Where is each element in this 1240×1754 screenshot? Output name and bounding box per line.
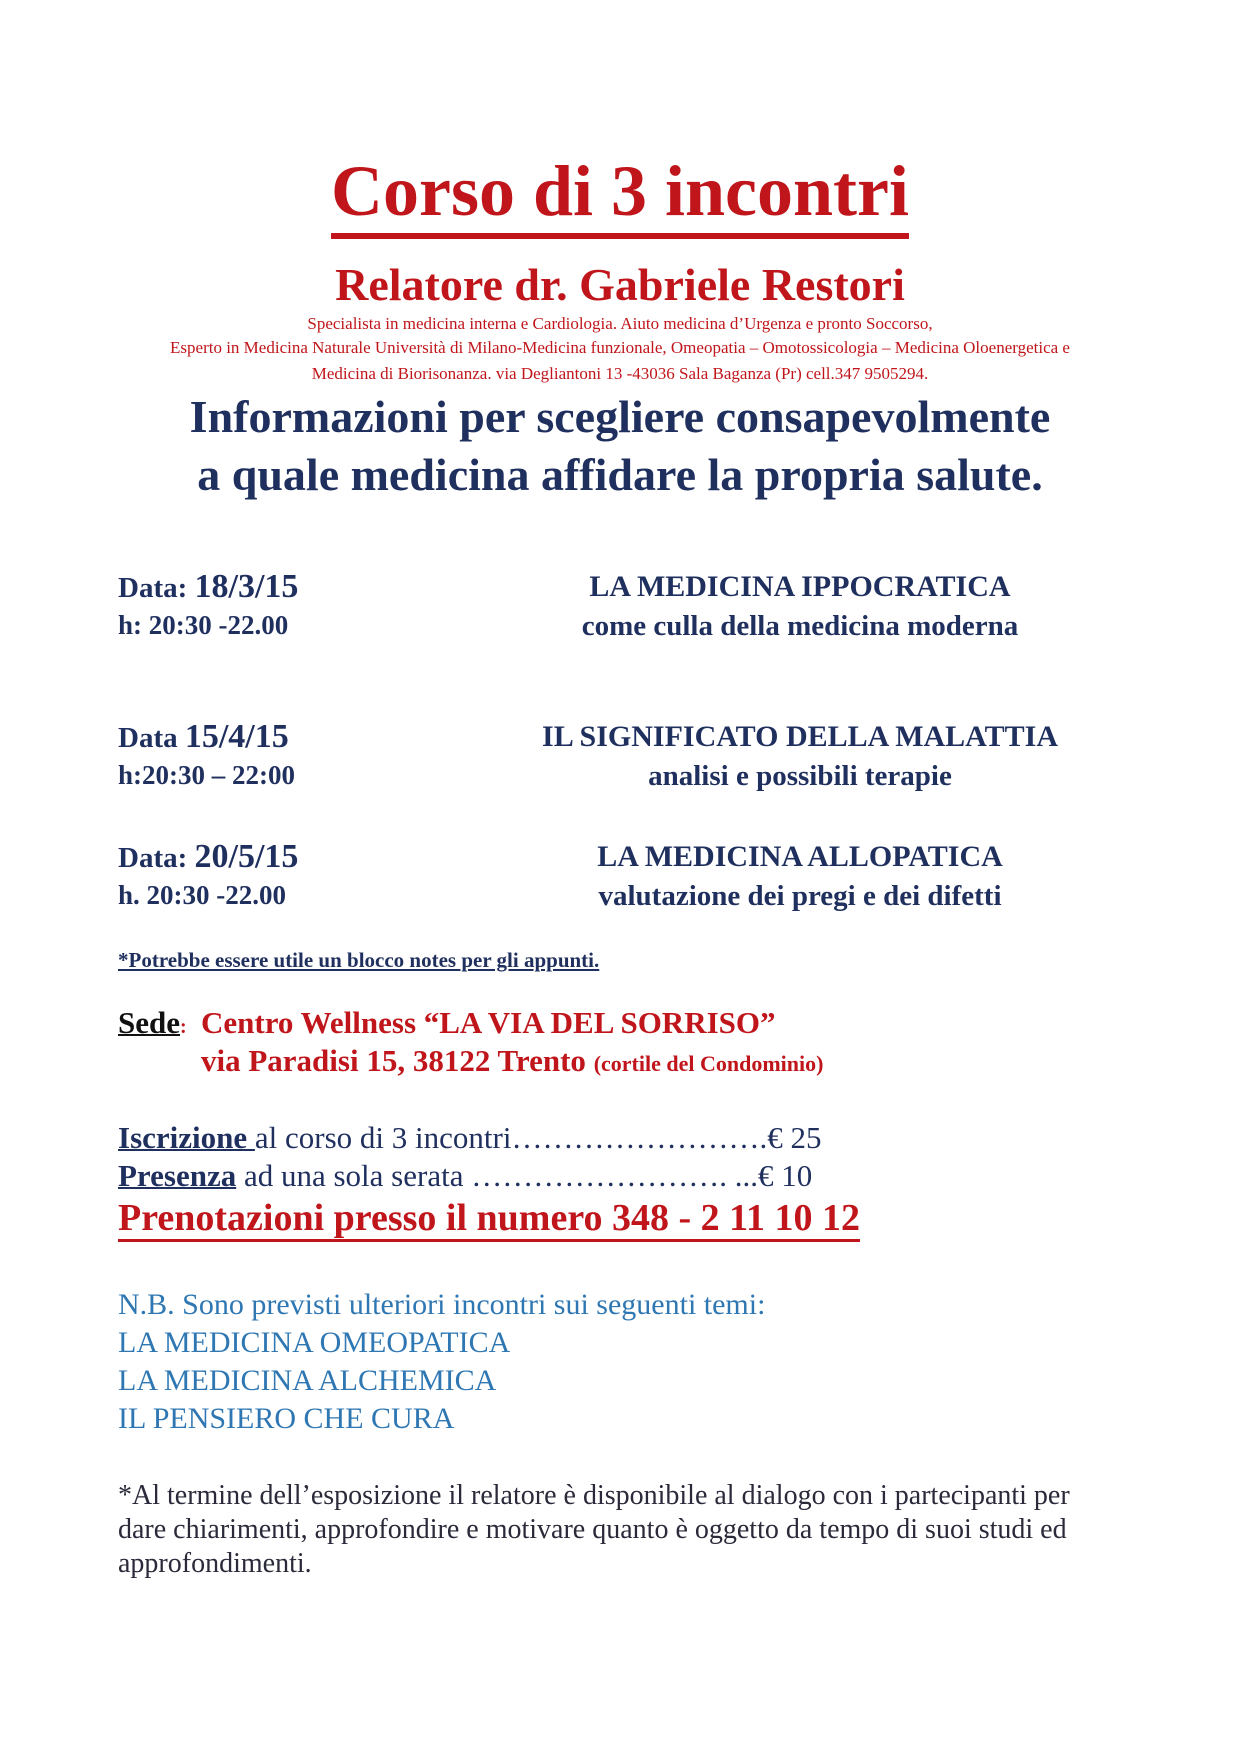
speaker-name: Relatore dr. Gabriele Restori [335,259,905,310]
speaker-bio-line: Esperto in Medicina Naturale Università di Milano-Medicina funzionale, Omeopatia – Omotossicologia – Medicina Oloenergetica e [170,338,1070,357]
closing-line: dare chiarimenti, approfondire e motivare quanto è oggetto da tempo di suoi studi ed [118,1514,1067,1545]
session-date: Data 15/4/15 [118,718,289,755]
session-hours: h:20:30 – 22:00 [118,760,295,790]
session-topic: IL SIGNIFICATO DELLA MALATTIA [542,720,1058,753]
closing-line: *Al termine dell’esposizione il relatore è disponibile al dialogo con i partecipanti per [118,1480,1070,1511]
venue-name: Centro Wellness “LA VIA DEL SORRISO” [201,1005,776,1040]
single-evening-price: Presenza ad una sola serata ……………………. ...€ 10 [118,1158,813,1193]
booking-phone: Prenotazioni presso il numero 348 - 2 11 10 12 [118,1196,860,1240]
speaker-bio-line: Specialista in medicina interna e Cardiologia. Aiuto medicina d’Urgenza e pronto Soccorso, [307,314,933,333]
course-title: Corso di 3 incontri [0,150,1240,233]
future-topics-intro: N.B. Sono previsti ulteriori incontri sui seguenti temi: [118,1288,766,1321]
venue-label: Sede: [118,1005,187,1040]
session-hours: h. 20:30 -22.00 [118,880,286,910]
speaker-bio-line: Medicina di Biorisonanza. via Degliantoni 13 -43036 Sala Baganza (Pr) cell.347 9505294. [311,364,929,383]
session-date: Data: 18/3/15 [118,568,299,605]
future-topic-item: LA MEDICINA ALCHEMICA [118,1364,497,1397]
future-topic-item: LA MEDICINA OMEOPATICA [118,1326,511,1359]
session-subtitle: come culla della medicina moderna [581,610,1019,642]
session-subtitle: valutazione dei pregi e dei difetti [598,880,1002,912]
session-topic: LA MEDICINA ALLOPATICA [597,840,1003,873]
session-date: Data: 20/5/15 [118,838,299,875]
notebook-note: *Potrebbe essere utile un blocco notes per gli appunti. [118,948,600,972]
closing-line: approfondimenti. [118,1548,312,1579]
headline-line: Informazioni per scegliere consapevolmente [189,391,1051,442]
session-subtitle: analisi e possibili terapie [648,760,952,792]
venue-address: via Paradisi 15, 38122 Trento (cortile del Condominio) [201,1043,824,1078]
course-price: Iscrizione al corso di 3 incontri…………………….€ 25 [118,1120,822,1155]
headline-line: a quale medicina affidare la propria salute. [197,449,1043,500]
future-topic-item: IL PENSIERO CHE CURA [118,1402,455,1435]
session-hours: h: 20:30 -22.00 [118,610,289,640]
session-topic: LA MEDICINA IPPOCRATICA [589,570,1011,603]
